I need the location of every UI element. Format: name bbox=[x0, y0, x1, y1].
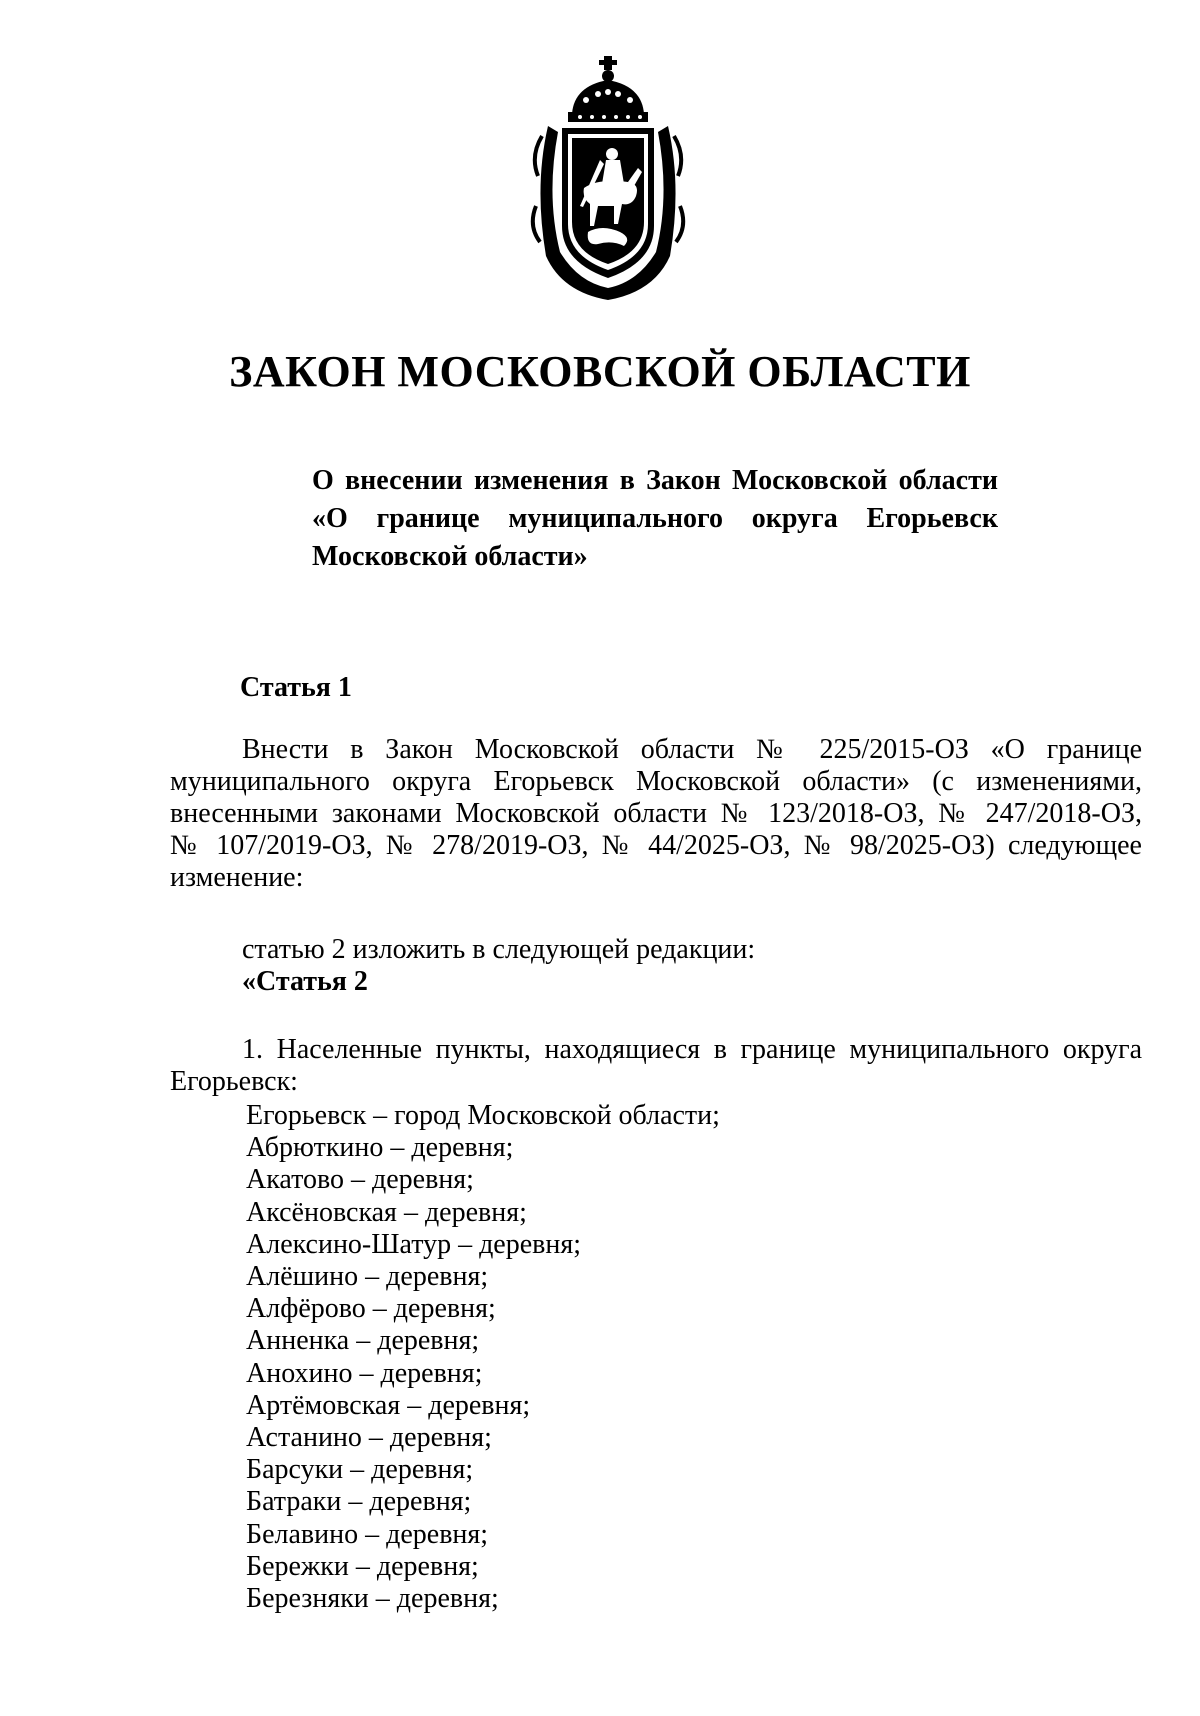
paragraph-line: № 107/2019-ОЗ, № 278/2019-ОЗ, № 44/2025-ОЗ, № 98/2025-ОЗ) следующее bbox=[170, 830, 1142, 861]
amendment-instruction: статью 2 изложить в следующей редакции: bbox=[242, 934, 756, 965]
article-1-paragraph bbox=[170, 734, 1142, 894]
list-item: Астанино – деревня; bbox=[246, 1422, 492, 1454]
coat-of-arms-icon bbox=[528, 56, 688, 304]
list-item: Алфёрово – деревня; bbox=[246, 1293, 496, 1325]
list-item: Егорьевск – город Московской области; bbox=[246, 1100, 720, 1131]
subtitle-line: О внесении изменения в Закон Московской области bbox=[312, 465, 998, 496]
list-item: Аксёновская – деревня; bbox=[246, 1196, 527, 1228]
document-title: ЗАКОН МОСКОВСКОЙ ОБЛАСТИ bbox=[229, 347, 971, 396]
settlements-list bbox=[246, 1100, 720, 1615]
list-item: Акатово – деревня; bbox=[246, 1164, 474, 1196]
paragraph-line: Внести в Закон Московской области № 225/2015-ОЗ «О границе bbox=[242, 734, 1142, 765]
list-item: Барсуки – деревня; bbox=[246, 1454, 474, 1486]
list-item: Бережки – деревня; bbox=[246, 1550, 479, 1582]
paragraph-line: изменение: bbox=[170, 862, 304, 893]
list-item: Алексино-Шатур – деревня; bbox=[246, 1228, 582, 1260]
list-item: Абрюткино – деревня; bbox=[246, 1132, 514, 1164]
amendment-block bbox=[242, 934, 755, 998]
list-item: Алёшино – деревня; bbox=[246, 1261, 489, 1293]
list-item: Анохино – деревня; bbox=[246, 1357, 483, 1389]
article-2-heading: «Статья 2 bbox=[242, 966, 368, 997]
article-2-paragraph bbox=[170, 1034, 1142, 1098]
subtitle-line: «О границе муниципального округа Егорьевск bbox=[312, 503, 998, 534]
paragraph-line: муниципального округа Егорьевск Московской области» (с изменениями, bbox=[170, 766, 1142, 797]
list-item: Артёмовская – деревня; bbox=[246, 1389, 531, 1421]
list-item: Белавино – деревня; bbox=[246, 1518, 489, 1550]
subtitle-line: Московской области» bbox=[312, 541, 588, 572]
paragraph-line: 1. Населенные пункты, находящиеся в границе муниципального округа bbox=[242, 1034, 1142, 1065]
document-subtitle bbox=[312, 462, 998, 576]
list-item: Березняки – деревня; bbox=[246, 1583, 499, 1615]
list-item: Батраки – деревня; bbox=[246, 1486, 472, 1518]
article-1-heading: Статья 1 bbox=[240, 672, 352, 703]
paragraph-line: Егорьевск: bbox=[170, 1066, 298, 1097]
list-item: Анненка – деревня; bbox=[246, 1325, 480, 1357]
paragraph-line: внесенными законами Московской области № 123/2018-ОЗ, № 247/2018-ОЗ, bbox=[170, 798, 1142, 829]
